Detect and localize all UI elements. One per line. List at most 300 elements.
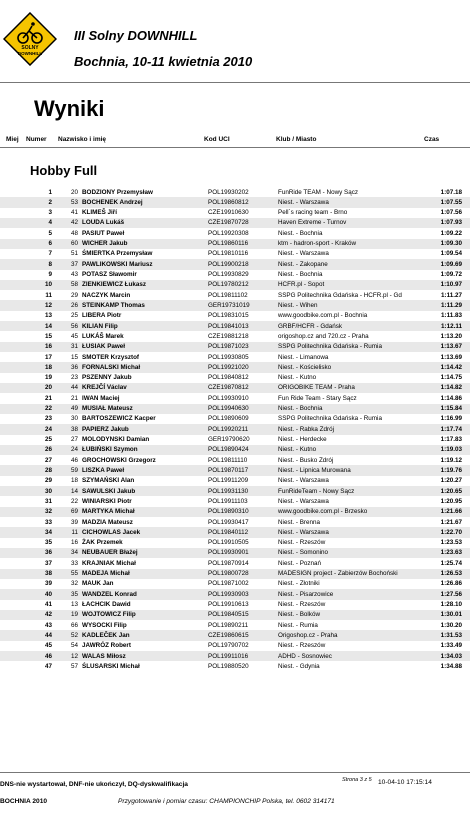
table-row (0, 445, 470, 455)
club-cell: GRBF/HCFR - Gdańsk (278, 322, 343, 330)
number-cell: 19 (70, 611, 78, 619)
place-cell: 13 (44, 312, 52, 320)
name-cell: ŁUSIAK Paweł (82, 343, 126, 351)
club-cell: Niest. - Rabka Zdrój (278, 425, 334, 433)
place-cell: 47 (44, 662, 52, 670)
name-cell: LUKÁŠ Marek (82, 332, 124, 340)
event-title: III Solny DOWNHILL (74, 28, 198, 43)
place-cell: 46 (44, 652, 52, 660)
number-cell: 42 (70, 219, 78, 227)
uci-code-cell: POL19840112 (208, 528, 249, 536)
name-cell: BOCHENEK Andrzej (82, 198, 143, 206)
number-cell: 29 (70, 291, 78, 299)
place-cell: 21 (44, 394, 52, 402)
time-cell: 1:26.53 (440, 570, 462, 578)
club-cell: Niest. - Warszawa (278, 198, 329, 206)
number-cell: 25 (70, 312, 78, 320)
place-cell: 1 (48, 188, 52, 196)
table-row (0, 496, 470, 506)
time-cell: 1:25.74 (440, 559, 462, 567)
table-row (0, 352, 470, 362)
place-cell: 19 (44, 374, 52, 382)
place-cell: 27 (44, 456, 52, 464)
name-cell: KREJČÍ Václav (82, 384, 127, 392)
name-cell: ŻAK Przemek (82, 539, 123, 547)
number-cell: 27 (70, 436, 78, 443)
name-cell: POTASZ Sławomir (82, 271, 137, 278)
uci-code-cell: POL19811110 (208, 456, 248, 464)
place-cell: 45 (44, 642, 52, 650)
table-row (0, 465, 470, 475)
number-cell: 45 (70, 332, 78, 340)
number-cell: 59 (70, 466, 78, 474)
name-cell: WALAS Miłosz (82, 652, 126, 660)
uci-code-cell: POL19911209 (208, 477, 249, 485)
place-cell: 29 (44, 477, 52, 485)
number-cell: 18 (70, 477, 78, 485)
club-cell: Niest. - Poznań (278, 559, 322, 567)
time-cell: 1:13.20 (440, 332, 462, 340)
uci-code-cell: CZE19860615 (208, 631, 249, 639)
number-cell: 60 (70, 240, 78, 248)
club-cell: Niest. - Warszawa (278, 528, 329, 536)
club-cell: Fun Ride Team - Stary Sącz (278, 394, 357, 402)
time-cell: 1:20.95 (440, 497, 462, 505)
table-row (0, 661, 470, 671)
club-cell: Niest. - Rzeszów (278, 539, 326, 547)
time-cell: 1:07.55 (440, 198, 462, 206)
time-cell: 1:22.70 (440, 528, 462, 536)
name-cell: MAUK Jan (82, 580, 114, 588)
uci-code-cell: POL19811102 (208, 291, 248, 299)
uci-code-cell: POL19920308 (208, 229, 249, 237)
time-cell: 1:15.84 (440, 405, 462, 413)
time-cell: 1:27.56 (440, 590, 462, 598)
place-cell: 24 (44, 425, 52, 433)
time-cell: 1:19.76 (440, 466, 462, 474)
number-cell: 16 (70, 539, 78, 547)
number-cell: 43 (70, 271, 78, 278)
table-row (0, 610, 470, 620)
col-header-place: Miej (6, 136, 19, 143)
club-cell: ktm - hadron-sport - Kraków (278, 240, 357, 248)
number-cell: 58 (70, 281, 78, 289)
name-cell: LISZKA Paweł (82, 466, 125, 474)
club-cell: Niest. - Herdecke (278, 436, 327, 443)
club-cell: Niest. - Brenna (278, 518, 320, 526)
footer-divider (0, 772, 470, 773)
club-cell: Niest. - Kościelisko (278, 363, 332, 371)
uci-code-cell: GER19731019 (208, 301, 250, 309)
uci-code-cell: POL19920211 (208, 425, 249, 433)
number-cell: 30 (70, 415, 78, 423)
number-cell: 69 (70, 508, 78, 516)
time-cell: 1:20.27 (440, 477, 462, 485)
club-cell: Origoshop.cz - Praha (278, 631, 338, 639)
club-cell: Niest. - Kutno (278, 374, 317, 382)
table-row (0, 218, 470, 228)
uci-code-cell: POL19841013 (208, 322, 249, 330)
uci-code-cell: POL19840812 (208, 374, 249, 382)
time-cell: 1:16.99 (440, 415, 462, 423)
club-cell: origoshop.cz and 720.cz - Praha (278, 332, 369, 340)
table-row (0, 620, 470, 630)
col-header-club: Klub / Miasto (276, 136, 317, 143)
footer-page-info: Strona 3 z 5 (342, 777, 372, 783)
time-cell: 1:30.20 (440, 621, 462, 629)
uci-code-cell: POL19910505 (208, 539, 249, 547)
club-cell: Niest. - Rzeszów (278, 601, 326, 608)
club-cell: HCFR.pl - Sopot (278, 281, 325, 289)
table-row (0, 404, 470, 414)
name-cell: ZIENKIEWICZ Łukasz (82, 281, 147, 289)
number-cell: 11 (71, 528, 78, 536)
logo-text-top: SOLNY (21, 45, 39, 51)
place-cell: 10 (44, 281, 52, 289)
table-row (0, 239, 470, 249)
place-cell: 14 (44, 322, 52, 330)
club-cell: Niest. - Bolków (278, 611, 320, 619)
table-row (0, 373, 470, 383)
time-cell: 1:14.42 (440, 363, 462, 371)
number-cell: 53 (70, 198, 78, 206)
name-cell: PASIUT Paweł (82, 229, 125, 237)
place-cell: 7 (48, 250, 52, 258)
name-cell: ŚLUSARSKI Michał (82, 662, 140, 670)
name-cell: WYSOCKI Filip (82, 621, 127, 629)
name-cell: SAWULSKI Jakub (82, 487, 136, 495)
place-cell: 31 (44, 497, 52, 505)
uci-code-cell: POL19910613 (208, 601, 249, 608)
uci-code-cell: GER19790620 (208, 436, 250, 443)
name-cell: SMOTER Krzysztof (82, 353, 140, 361)
uci-code-cell: POL19911103 (208, 497, 248, 505)
club-cell: Niest. - Busko Zdrój (278, 456, 334, 464)
col-header-name: Nazwisko i imię (58, 136, 107, 143)
club-cell: Niest. - Warszawa (278, 477, 329, 485)
place-cell: 38 (44, 570, 52, 578)
uci-code-cell: CZE19870728 (208, 219, 249, 227)
club-cell: Niest. - Gdynia (278, 662, 320, 670)
col-header-uci: Kod UCI (204, 136, 230, 143)
club-cell: Niest. - Wihen (278, 301, 318, 309)
place-cell: 37 (44, 559, 52, 567)
club-cell: Niest. - Somonino (278, 549, 329, 557)
number-cell: 13 (70, 601, 78, 608)
table-row (0, 290, 470, 300)
name-cell: PAPIERZ Jakub (82, 425, 129, 433)
table-row (0, 435, 470, 445)
time-cell: 1:09.22 (440, 229, 462, 237)
number-cell: 51 (70, 250, 78, 258)
table-row (0, 311, 470, 321)
number-cell: 44 (70, 384, 78, 392)
time-cell: 1:23.53 (440, 539, 462, 547)
footer-datetime: 10-04-10 17:15:14 (378, 779, 432, 786)
number-cell: 66 (70, 621, 78, 629)
page-title: Wyniki (34, 96, 105, 121)
uci-code-cell: POL19940630 (208, 405, 249, 413)
club-cell: Niest. - Limanowa (278, 353, 329, 361)
club-cell: Niest. - Rumia (278, 621, 318, 629)
place-cell: 43 (44, 621, 52, 629)
column-header-divider (0, 147, 470, 148)
place-cell: 22 (44, 405, 52, 413)
uci-code-cell: POL19930910 (208, 394, 249, 402)
place-cell: 20 (44, 384, 52, 392)
number-cell: 55 (70, 570, 78, 578)
number-cell: 22 (70, 497, 78, 505)
time-cell: 1:09.54 (440, 250, 462, 258)
club-cell: Niest. - Warszawa (278, 250, 329, 258)
place-cell: 4 (48, 219, 52, 227)
name-cell: WINIARSKI Piotr (82, 497, 132, 505)
table-row (0, 538, 470, 548)
name-cell: PSZENNY Jakub (82, 374, 132, 382)
time-cell: 1:14.75 (440, 374, 462, 382)
table-row (0, 507, 470, 517)
place-cell: 3 (48, 209, 52, 217)
time-cell: 1:34.03 (440, 652, 462, 660)
name-cell: ŁACHCIK Dawid (82, 601, 131, 608)
name-cell: KRAJNIAK Michał (82, 559, 136, 567)
time-cell: 1:28.10 (440, 601, 462, 608)
club-cell: FunRide TEAM - Nowy Sącz (278, 188, 359, 196)
name-cell: MADEJA Michał (82, 570, 130, 578)
place-cell: 35 (44, 539, 52, 547)
uci-code-cell: POL19900218 (208, 260, 249, 268)
place-cell: 36 (44, 549, 52, 557)
uci-code-cell: POL19800728 (208, 570, 249, 578)
time-cell: 1:12.11 (440, 322, 462, 330)
results-table (0, 187, 470, 672)
footer-legend: DNS-nie wystartował, DNF-nie ukończył, DQ-dyskwalifikacja (0, 781, 188, 788)
place-cell: 39 (44, 580, 52, 588)
place-cell: 33 (44, 518, 52, 526)
number-cell: 21 (70, 394, 78, 402)
name-cell: WOJTOWICZ Filip (82, 611, 136, 619)
logo-text-bottom: DOWNHILL (17, 51, 43, 56)
name-cell: LOUDA Lukáš (82, 219, 125, 227)
table-row (0, 558, 470, 568)
time-cell: 1:17.83 (440, 436, 462, 443)
name-cell: IWAN Maciej (82, 394, 120, 402)
club-cell: Pell´s racing team - Brno (278, 209, 348, 217)
time-cell: 1:19.03 (440, 446, 462, 454)
table-row (0, 486, 470, 496)
name-cell: STEINKAMP Thomas (82, 301, 145, 309)
club-cell: Niest. - Bochnia (278, 229, 323, 237)
number-cell: 36 (70, 363, 78, 371)
club-cell: SSPG Politechnika Gdańska - Rumia (278, 343, 382, 351)
club-cell: FunRideTeam - Nowy Sącz (278, 487, 355, 495)
number-cell: 34 (70, 549, 78, 557)
place-cell: 40 (44, 590, 52, 598)
number-cell: 32 (70, 580, 78, 588)
place-cell: 28 (44, 466, 52, 474)
category-title: Hobby Full (30, 163, 98, 178)
time-cell: 1:23.63 (440, 549, 462, 557)
number-cell: 35 (70, 590, 78, 598)
table-row (0, 280, 470, 290)
time-cell: 1:31.53 (440, 631, 462, 639)
time-cell: 1:11.83 (440, 312, 462, 320)
club-cell: Niest. - Lipnica Murowana (278, 466, 351, 474)
name-cell: MOLODYNSKI Damian (82, 436, 150, 443)
table-row (0, 569, 470, 579)
table-row (0, 300, 470, 310)
number-cell: 12 (70, 652, 78, 660)
table-row (0, 548, 470, 558)
name-cell: ŚMIERTKA Przemysław (82, 250, 153, 258)
table-row (0, 362, 470, 372)
number-cell: 24 (70, 446, 78, 454)
number-cell: 15 (70, 353, 78, 361)
number-cell: 33 (70, 559, 78, 567)
table-row (0, 321, 470, 331)
name-cell: LIBERA Piotr (82, 312, 122, 320)
time-cell: 1:33.49 (440, 642, 462, 650)
club-cell: www.goodbike.com.pl - Brzesko (278, 508, 368, 516)
place-cell: 6 (48, 240, 52, 248)
uci-code-cell: POL19780212 (208, 281, 249, 289)
place-cell: 32 (44, 508, 52, 516)
place-cell: 25 (44, 436, 52, 443)
number-cell: 49 (70, 405, 78, 413)
col-header-time: Czas (424, 136, 440, 143)
number-cell: 52 (70, 631, 78, 639)
table-row (0, 589, 470, 599)
number-cell: 26 (70, 301, 78, 309)
time-cell: 1:11.27 (440, 291, 462, 299)
time-cell: 1:21.67 (440, 518, 462, 526)
club-cell: SSPG Politechnika Gdańska - Rumia (278, 415, 382, 423)
name-cell: KADLEČEK Jan (82, 631, 130, 639)
name-cell: MADZIA Mateusz (82, 518, 133, 526)
place-cell: 23 (44, 415, 52, 423)
number-cell: 38 (70, 425, 78, 433)
place-cell: 18 (44, 363, 52, 371)
name-cell: BODZIONY Przemysław (82, 188, 153, 196)
number-cell: 48 (70, 229, 78, 237)
club-cell: Niest. - Bochnia (278, 405, 323, 413)
name-cell: ŁUBIŃSKI Szymon (82, 446, 138, 454)
uci-code-cell: POL19930805 (208, 353, 249, 361)
name-cell: MARTYKA Michał (82, 508, 135, 516)
time-cell: 1:09.30 (440, 240, 462, 248)
name-cell: NACZYK Marcin (82, 291, 131, 299)
club-cell: Niest. - Pisarzowice (278, 590, 334, 598)
time-cell: 1:10.97 (440, 281, 462, 289)
name-cell: BARTOSZEWICZ Kacper (82, 415, 156, 423)
name-cell: SZYMAŃSKI Alan (82, 477, 135, 485)
name-cell: KILIAN Filip (82, 322, 118, 330)
club-cell: Niest. - Złotniki (278, 580, 320, 588)
number-cell: 46 (70, 456, 78, 464)
name-cell: WICHER Jakub (82, 240, 128, 248)
number-cell: 54 (70, 642, 78, 650)
uci-code-cell: POL19860812 (208, 198, 249, 206)
table-row (0, 249, 470, 259)
uci-code-cell: POL19790702 (208, 642, 249, 650)
time-cell: 1:20.65 (440, 487, 462, 495)
uci-code-cell: POL19860116 (208, 240, 249, 248)
time-cell: 1:13.69 (440, 353, 462, 361)
club-cell: MADESIGN project - Zabierzów Bochoński (278, 570, 398, 578)
uci-code-cell: POL19931130 (208, 487, 249, 495)
table-row (0, 208, 470, 218)
table-row (0, 517, 470, 527)
uci-code-cell: POL19871002 (208, 580, 249, 588)
time-cell: 1:21.66 (440, 508, 462, 516)
uci-code-cell: POL19890211 (208, 621, 249, 629)
time-cell: 1:14.82 (440, 384, 462, 392)
number-cell: 37 (70, 260, 78, 268)
header-divider (0, 82, 470, 83)
place-cell: 12 (44, 301, 52, 309)
table-row (0, 641, 470, 651)
table-row (0, 270, 470, 280)
table-row (0, 414, 470, 424)
time-cell: 1:30.01 (440, 611, 462, 619)
table-row (0, 342, 470, 352)
name-cell: JAWRÓZ Robert (82, 642, 131, 650)
uci-code-cell: POL19870914 (208, 559, 249, 567)
place-cell: 16 (44, 343, 52, 351)
name-cell: KLIMEŠ Jiří (82, 209, 117, 217)
time-cell: 1:09.72 (440, 271, 462, 278)
time-cell: 1:07.18 (440, 188, 462, 196)
uci-code-cell: CZE19870812 (208, 384, 249, 392)
time-cell: 1:11.29 (440, 301, 462, 309)
table-row (0, 187, 470, 197)
place-cell: 34 (44, 528, 52, 536)
number-cell: 23 (70, 374, 78, 382)
table-row (0, 600, 470, 610)
uci-code-cell: CZE19881218 (208, 332, 249, 340)
name-cell: NEUBAUER Błażej (82, 549, 138, 557)
table-row (0, 331, 470, 341)
time-cell: 1:34.88 (440, 662, 462, 670)
club-cell: Niest. - Bochnia (278, 271, 323, 278)
table-row (0, 455, 470, 465)
club-cell: Haven Extreme - Turnov (278, 219, 347, 227)
time-cell: 1:14.86 (440, 394, 462, 402)
uci-code-cell: POL19890310 (208, 508, 249, 516)
uci-code-cell: POL19870117 (208, 466, 249, 474)
uci-code-cell: POL19831015 (208, 312, 249, 320)
number-cell: 14 (70, 487, 78, 495)
uci-code-cell: POL19921020 (208, 363, 249, 371)
table-row (0, 228, 470, 238)
club-cell: ADHD - Sosnowiec (278, 652, 332, 660)
table-row (0, 579, 470, 589)
uci-code-cell: POL19840515 (208, 611, 249, 619)
place-cell: 8 (48, 260, 52, 268)
club-cell: Niest. - Kutno (278, 446, 317, 454)
uci-code-cell: POL19890424 (208, 446, 249, 454)
number-cell: 57 (70, 662, 78, 670)
name-cell: MUSIAŁ Mateusz (82, 405, 133, 413)
footer-credits: Przygotowanie i pomiar czasu: CHAMPIONCHIP Polska, tel. 0602 314171 (118, 798, 335, 805)
place-cell: 44 (44, 631, 52, 639)
uci-code-cell: POL19880520 (208, 662, 249, 670)
number-cell: 31 (70, 343, 78, 351)
number-cell: 56 (70, 322, 78, 330)
place-cell: 5 (48, 229, 52, 237)
place-cell: 17 (44, 353, 52, 361)
place-cell: 2 (48, 198, 52, 206)
